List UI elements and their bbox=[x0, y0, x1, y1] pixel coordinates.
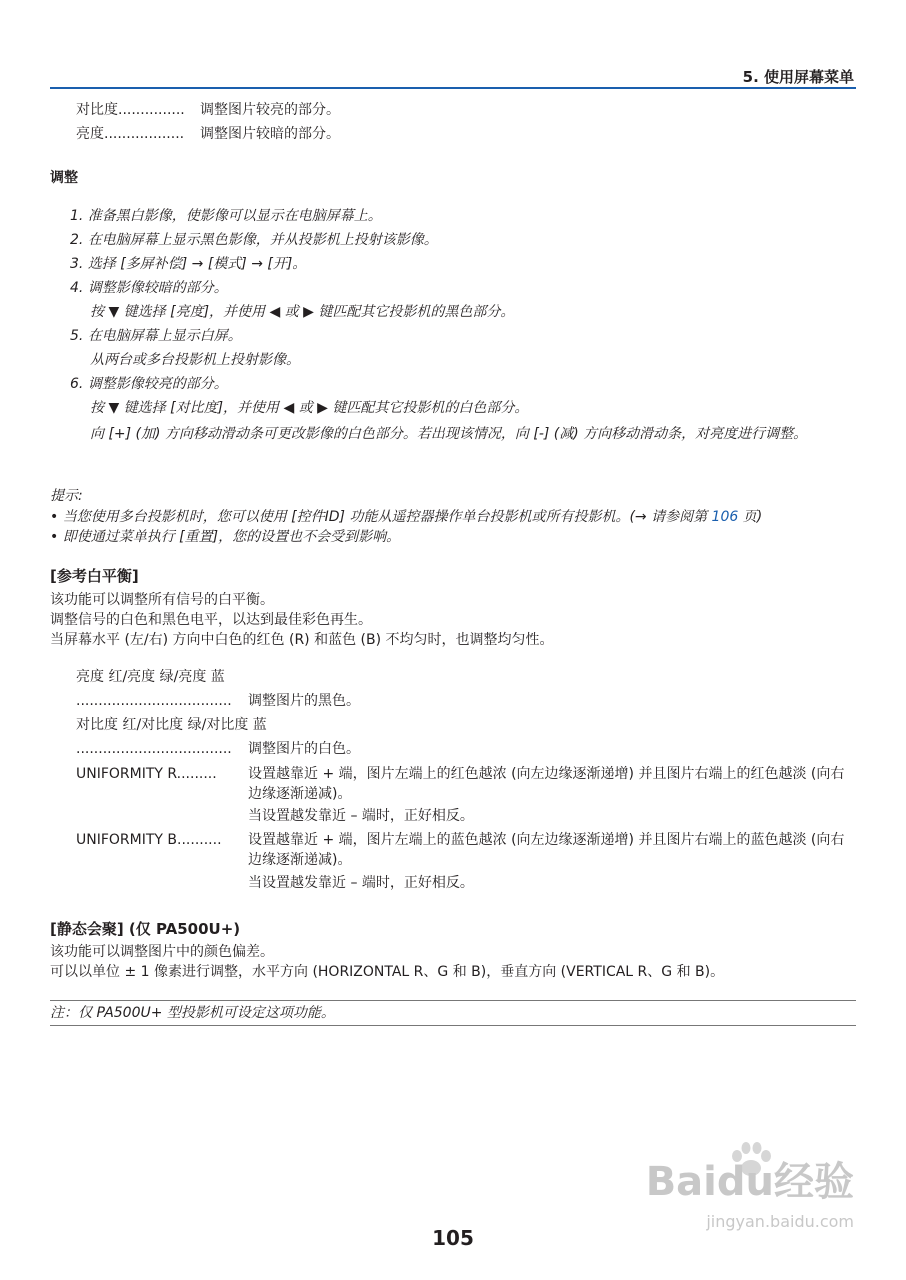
wb-desc-uniformity-b: 设置越靠近 + 端，图片左端上的蓝色越浓 (向左边缘逐渐递增) 并且图片右端上的蓝色越淡 (向右边缘逐渐递减)。 bbox=[248, 832, 845, 868]
wb-dots: ......... bbox=[176, 766, 217, 782]
step-3 bbox=[70, 254, 306, 274]
step-6-sub2: 向 [+] (加) 方向移动滑动条可更改影像的白色部分。若出现该情况，向 [-] (减) 方向移动滑动条，对亮度进行调整。 bbox=[90, 426, 808, 442]
static-convergence-line: 可以以单位 ± 1 像素进行调整，水平方向 (HORIZONTAL R、G 和 B)，垂直方向 (VERTICAL R、G 和 B)。 bbox=[50, 964, 725, 980]
step-4 bbox=[70, 278, 228, 298]
step-6-sub: 按 ▼ 键选择 [对比度]，并使用 ◀ 或 ▶ 键匹配其它投影机的白色部分。 bbox=[90, 400, 529, 416]
step-text: 在电脑屏幕上显示白屏。 bbox=[87, 328, 242, 344]
bullet: • bbox=[50, 509, 59, 525]
step-text: 准备黑白影像，使影像可以显示在电脑屏幕上。 bbox=[87, 208, 382, 224]
step-text: 调整影像较亮的部分。 bbox=[87, 376, 228, 392]
step-1 bbox=[70, 206, 382, 226]
tip-item bbox=[50, 527, 400, 547]
wb-item-contrast bbox=[76, 739, 360, 759]
wb-term: UNIFORMITY R bbox=[76, 766, 177, 782]
step-2 bbox=[70, 230, 438, 250]
step-text: 调整影像较暗的部分。 bbox=[87, 280, 228, 296]
intro-item-brightness bbox=[76, 124, 340, 144]
wb-dots: ................................... bbox=[76, 741, 232, 757]
tip-suffix: 页) bbox=[738, 509, 763, 525]
tip-item bbox=[50, 507, 762, 527]
wb-dots: ................................... bbox=[76, 693, 232, 709]
static-convergence-line: 该功能可以调整图片中的颜色偏差。 bbox=[50, 944, 274, 960]
step-6 bbox=[70, 374, 228, 394]
wb-desc: 调整图片的黑色。 bbox=[248, 693, 360, 709]
intro-item-contrast bbox=[76, 100, 340, 120]
wb-item-brightness bbox=[76, 691, 360, 711]
tip-text: 当您使用多台投影机时，您可以使用 [控件ID] 功能从遥控器操作单台投影机或所有投影机。(→ 请参阅第 bbox=[62, 509, 712, 525]
wb-term: UNIFORMITY B bbox=[76, 832, 178, 848]
adjust-heading: 调整 bbox=[50, 170, 78, 186]
step-number: 5. bbox=[70, 328, 84, 344]
note-bottom-rule bbox=[50, 1025, 856, 1026]
step-number: 1. bbox=[70, 208, 84, 224]
step-4-sub: 按 ▼ 键选择 [亮度]，并使用 ◀ 或 ▶ 键匹配其它投影机的黑色部分。 bbox=[90, 304, 515, 320]
page-number: 105 bbox=[432, 1226, 474, 1250]
step-number: 2. bbox=[70, 232, 84, 248]
bullet: • bbox=[50, 529, 59, 545]
intro-desc: 调整图片较亮的部分。 bbox=[200, 102, 340, 118]
step-number: 3. bbox=[70, 256, 84, 272]
intro-desc: 调整图片较暗的部分。 bbox=[200, 126, 340, 142]
wb-term-contrast: 对比度 红/对比度 绿/对比度 蓝 bbox=[76, 717, 267, 733]
wb-term-brightness: 亮度 红/亮度 绿/亮度 蓝 bbox=[76, 669, 225, 685]
step-text: 在电脑屏幕上显示黑色影像，并从投影机上投射该影像。 bbox=[87, 232, 438, 248]
note-top-rule bbox=[50, 1000, 856, 1001]
wb-dots: .......... bbox=[177, 832, 222, 848]
watermark-url: jingyan.baidu.com bbox=[706, 1212, 854, 1231]
intro-term: 亮度 bbox=[76, 126, 104, 142]
wb-desc: 调整图片的白色。 bbox=[248, 741, 360, 757]
wb-note-uniformity-r: 当设置越发靠近 – 端时，正好相反。 bbox=[248, 808, 474, 824]
tips-label: 提示: bbox=[50, 488, 83, 504]
page-reference-link[interactable]: 106 bbox=[711, 509, 739, 525]
wb-term-uniformity-b bbox=[76, 830, 222, 850]
intro-dots: .................. bbox=[104, 126, 185, 142]
wb-term-uniformity-r bbox=[76, 764, 217, 784]
note-text: 注：仅 PA500U+ 型投影机可设定这项功能。 bbox=[50, 1005, 335, 1021]
wb-note-uniformity-b: 当设置越发靠近 – 端时，正好相反。 bbox=[248, 875, 474, 891]
step-text: 选择 [多屏补偿] → [模式] → [开]。 bbox=[87, 256, 307, 272]
header-rule bbox=[50, 87, 856, 89]
white-balance-line: 该功能可以调整所有信号的白平衡。 bbox=[50, 592, 274, 608]
step-number: 4. bbox=[70, 280, 84, 296]
step-number: 6. bbox=[70, 376, 84, 392]
white-balance-heading: [参考白平衡] bbox=[50, 567, 139, 585]
static-convergence-heading: [静态会聚] (仅 PA500U+) bbox=[50, 920, 241, 938]
step-5 bbox=[70, 326, 242, 346]
chapter-title: 5. 使用屏幕菜单 bbox=[742, 68, 854, 86]
intro-term: 对比度 bbox=[76, 102, 118, 118]
white-balance-line: 调整信号的白色和黑色电平，以达到最佳彩色再生。 bbox=[50, 612, 372, 628]
watermark-brand: Baidu经验 bbox=[645, 1159, 854, 1205]
tip-text: 即使通过菜单执行 [重置]，您的设置也不会受到影响。 bbox=[62, 529, 401, 545]
step-5-sub: 从两台或多台投影机上投射影像。 bbox=[90, 352, 300, 368]
intro-dots: ............... bbox=[118, 102, 185, 118]
wb-desc-uniformity-r: 设置越靠近 + 端，图片左端上的红色越浓 (向左边缘逐渐递增) 并且图片右端上的红色越淡 (向右边缘逐渐递减)。 bbox=[248, 766, 845, 802]
white-balance-line: 当屏幕水平 (左/右) 方向中白色的红色 (R) 和蓝色 (B) 不均匀时，也调整均匀性。 bbox=[50, 632, 554, 648]
